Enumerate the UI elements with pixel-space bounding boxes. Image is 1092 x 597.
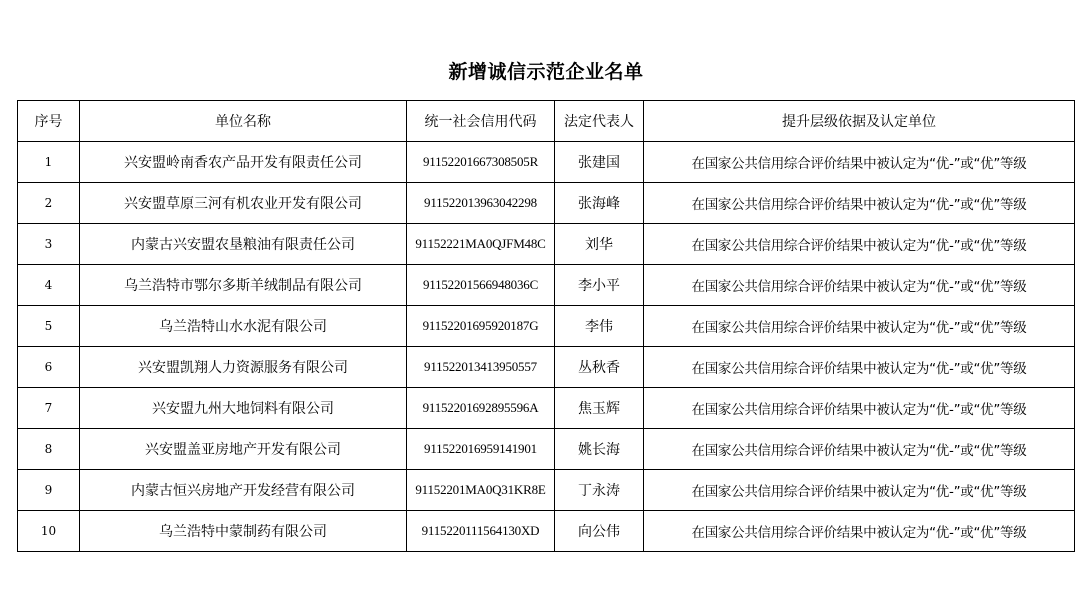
legal-representative: 李伟 [555, 306, 644, 347]
basis-text: 在国家公共信用综合评价结果中被认定为“优-”或“优”等级 [644, 183, 1075, 224]
row-index: 5 [18, 306, 80, 347]
company-name: 内蒙古兴安盟农垦粮油有限责任公司 [80, 224, 407, 265]
row-index: 2 [18, 183, 80, 224]
table-row [18, 142, 1075, 183]
legal-representative: 张建国 [555, 142, 644, 183]
table-row [18, 388, 1075, 429]
basis-text: 在国家公共信用综合评价结果中被认定为“优-”或“优”等级 [644, 306, 1075, 347]
row-index: 1 [18, 142, 80, 183]
basis-text: 在国家公共信用综合评价结果中被认定为“优-”或“优”等级 [644, 142, 1075, 183]
column-header-legal-representative: 法定代表人 [555, 101, 644, 142]
basis-text: 在国家公共信用综合评价结果中被认定为“优-”或“优”等级 [644, 347, 1075, 388]
legal-representative: 张海峰 [555, 183, 644, 224]
credit-code: 91152201695920187G [407, 306, 555, 347]
table-row [18, 511, 1075, 552]
credit-code: 911522013413950557 [407, 347, 555, 388]
company-name: 兴安盟盖亚房地产开发有限公司 [80, 429, 407, 470]
credit-code: 91152221MA0QJFM48C [407, 224, 555, 265]
credit-code: 91152201566948036C [407, 265, 555, 306]
enterprise-table [17, 100, 1075, 552]
table-row [18, 265, 1075, 306]
legal-representative: 刘华 [555, 224, 644, 265]
credit-code: 91152201667308505R [407, 142, 555, 183]
credit-code: 91152201396304229​8 [407, 183, 555, 224]
table-header-row [18, 101, 1075, 142]
row-index: 4 [18, 265, 80, 306]
company-name: 兴安盟草原三河有机农业开发有限公司 [80, 183, 407, 224]
table-row [18, 224, 1075, 265]
legal-representative: 丁永涛 [555, 470, 644, 511]
company-name: 乌兰浩特中蒙制药有限公司 [80, 511, 407, 552]
row-index: 6 [18, 347, 80, 388]
basis-text: 在国家公共信用综合评价结果中被认定为“优-”或“优”等级 [644, 265, 1075, 306]
company-name: 乌兰浩特山水水泥有限公司 [80, 306, 407, 347]
table-row [18, 347, 1075, 388]
company-name: 兴安盟凯翔人力资源服务有限公司 [80, 347, 407, 388]
credit-code: 91152201115641​30XD [407, 511, 555, 552]
legal-representative: 丛秋香 [555, 347, 644, 388]
company-name: 乌兰浩特市鄂尔多斯羊绒制品有限公司 [80, 265, 407, 306]
row-index: 9 [18, 470, 80, 511]
basis-text: 在国家公共信用综合评价结果中被认定为“优-”或“优”等级 [644, 388, 1075, 429]
column-header-basis: 提升层级依据及认定单位 [644, 101, 1075, 142]
row-index: 7 [18, 388, 80, 429]
table-row [18, 306, 1075, 347]
credit-code: 911522016959141901 [407, 429, 555, 470]
row-index: 3 [18, 224, 80, 265]
column-header-company-name: 单位名称 [80, 101, 407, 142]
company-name: 内蒙古恒兴房地产开发经营有限公司 [80, 470, 407, 511]
company-name: 兴安盟岭南香农产品开发有限责任公司 [80, 142, 407, 183]
table-row [18, 183, 1075, 224]
legal-representative: 李小平 [555, 265, 644, 306]
basis-text: 在国家公共信用综合评价结果中被认定为“优-”或“优”等级 [644, 224, 1075, 265]
basis-text: 在国家公共信用综合评价结果中被认定为“优-”或“优”等级 [644, 429, 1075, 470]
basis-text: 在国家公共信用综合评价结果中被认定为“优-”或“优”等级 [644, 511, 1075, 552]
page-title: 新增诚信示范企业名单 [448, 61, 644, 83]
row-index: 8 [18, 429, 80, 470]
legal-representative: 焦玉辉 [555, 388, 644, 429]
company-name: 兴安盟九州大地饲料有限公司 [80, 388, 407, 429]
column-header-credit-code: 统一社会信用代码 [407, 101, 555, 142]
legal-representative: 向公伟 [555, 511, 644, 552]
table-row [18, 470, 1075, 511]
table-row [18, 429, 1075, 470]
credit-code: 91152201MA0Q31KR8E [407, 470, 555, 511]
column-header-index: 序号 [18, 101, 80, 142]
legal-representative: 姚长海 [555, 429, 644, 470]
credit-code: 91152201692895596A [407, 388, 555, 429]
basis-text: 在国家公共信用综合评价结果中被认定为“优-”或“优”等级 [644, 470, 1075, 511]
row-index: 10 [18, 511, 80, 552]
